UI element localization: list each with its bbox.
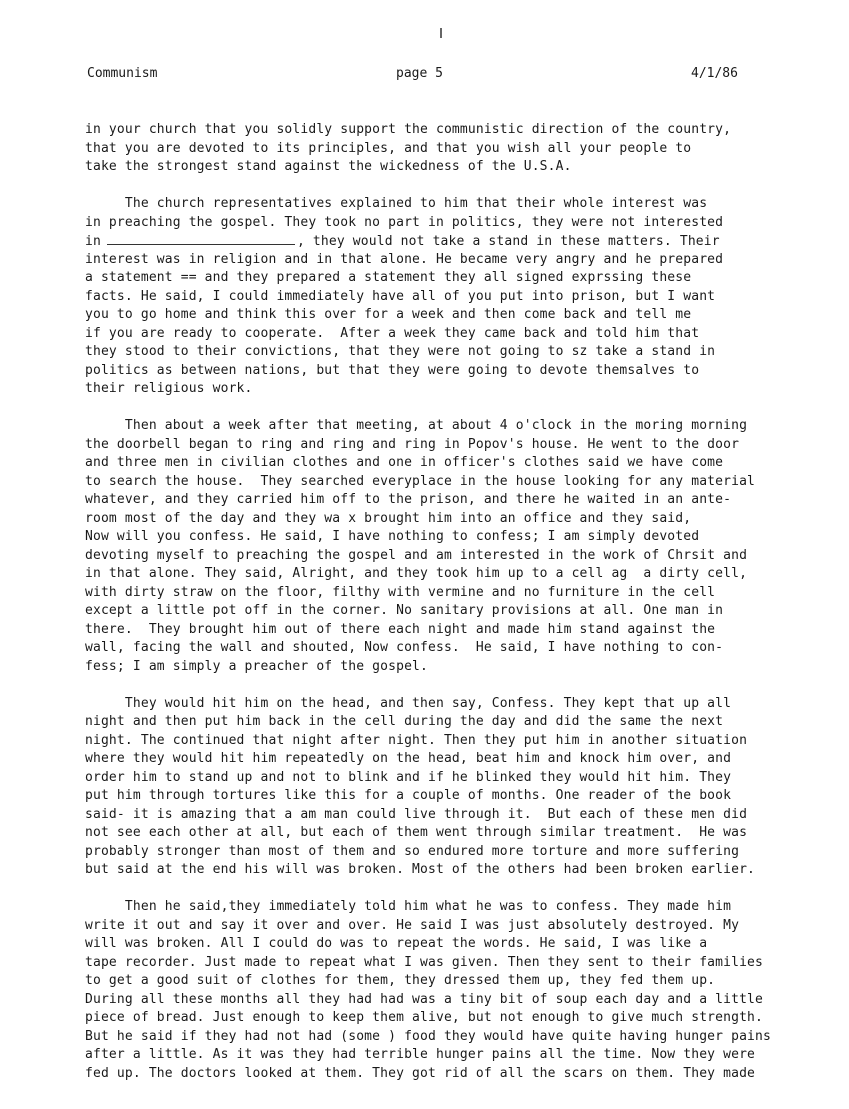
text-line: to search the house. They searched everyplace in the house looking for any material [85,473,756,489]
text-line: Then he said,they immediately told him what he was to confess. They made him [85,899,732,914]
text-line: They would hit him on the head, and then say, Confess. They kept that up all [85,695,732,711]
text-line: in that alone. They said, Alright, and they took him up to a cell ag a dirty cell, [85,566,748,581]
text-line: room most of the day and they wa x brought him into an office and they said, [85,510,692,526]
stray-ink-mark [440,28,442,38]
text-line: probably stronger than most of them and so endured more torture and more suffering [85,843,740,859]
text-line: Then about a week after that meeting, at about 4 o'clock in the moring morning [85,418,748,433]
text-line: said- it is amazing that a am man could live through it. But each of these men did [85,806,748,822]
text-line: but said at the end his will was broken. Most of the others had been broken earlier. [85,862,756,877]
text-line: tape recorder. Just made to repeat what I was given. Then they sent to their families [85,954,764,970]
text-line: the doorbell began to ring and ring and ring in Popov's house. He went to the door [85,436,740,452]
text-line: Now will you confess. He said, I have nothing to confess; I am simply devoted [85,529,700,544]
text-line: The church representatives explained to him that their whole interest was [85,196,708,211]
text-line: order him to stand up and not to blink and if he blinked they would hit him. They [85,769,732,785]
text-line: there. They brought him out of there each night and made him stand against the [85,621,716,637]
text-line: devoting myself to preaching the gospel and am interested in the work of Chrsit and [85,547,748,563]
text-line: that you are devoted to its principles, and that you wish all your people to [85,140,692,156]
text-line: piece of bread. Just enough to keep them alive, but not enough to give much strength. [85,1010,764,1025]
paragraph [85,417,825,676]
text-line: where they would hit him repeatedly on the head, beat him and knock him over, and [85,751,732,766]
text-line: put him through tortures like this for a couple of months. One reader of the book [85,788,732,803]
text-line: to get a good suit of clothes for them, they dressed them up, they fed them up. [85,973,716,988]
paragraph [85,195,825,399]
text-line: you to go home and think this over for a week and then come back and tell me [85,307,692,322]
text-line: in preaching the gospel. They took no part in politics, they were not interested [85,214,724,230]
header-title: Communism [87,66,158,81]
paragraph [85,695,825,880]
text-line: in your church that you solidly support the communistic direction of the country, [85,122,732,137]
header-date: 4/1/86 [691,66,738,81]
text-line: facts. He said, I could immediately have all of you put into prison, but I want [85,288,716,304]
fill-in-blank [107,232,295,245]
text-line: fed up. The doctors looked at them. They got rid of all the scars on them. They made [85,1065,756,1081]
text-line: interest was in religion and in that alone. He became very angry and he prepared [85,251,724,267]
text-line: night. The continued that night after night. Then they put him in another situation [85,732,748,748]
text-line: a statement == and they prepared a statement they all signed exprssing these [85,270,692,285]
text-line: whatever, and they carried him off to the prison, and there he waited in an ante- [85,492,732,507]
paragraph [85,121,825,177]
text-line: take the strongest stand against the wickedness of the U.S.A. [85,159,572,174]
text-line: But he said if they had not had (some ) food they would have quite having hunger pains [85,1028,771,1044]
text-line: with dirty straw on the floor, filthy with vermine and no furniture in the cell [85,584,716,600]
text-line-with-blank [85,232,825,251]
text-line: will was broken. All I could do was to repeat the words. He said, I was like a [85,936,708,951]
text-line: During all these months all they had had was a tiny bit of soup each day and a little [85,991,764,1007]
text-line: except a little pot off in the corner. No sanitary provisions at all. One man in [85,603,724,618]
text-line: night and then put him back in the cell during the day and did the same the next [85,714,724,729]
text-line: wall, facing the wall and shouted, Now confess. He said, I have nothing to con- [85,640,724,655]
page-header [87,66,777,84]
text-fragment: in [85,234,101,249]
text-line: and three men in civilian clothes and one in officer's clothes said we have come [85,455,724,470]
text-line: their religious work. [85,381,253,396]
text-line: write it out and say it over and over. He said I was just absolutely destroyed. My [85,917,740,933]
text-line: not see each other at all, but each of them went through similar treatment. He was [85,825,748,840]
document-body [85,121,825,1083]
header-page-number: page 5 [396,66,443,81]
text-line: politics as between nations, but that they were going to devote themsalves to [85,362,700,378]
paragraph [85,898,825,1083]
text-line: after a little. As it was they had terrible hunger pains all the time. Now they were [85,1047,756,1062]
text-fragment: , they would not take a stand in these matters. Their [296,234,720,249]
text-line: if you are ready to cooperate. After a week they came back and told him that [85,325,700,341]
text-line: they stood to their convictions, that they were not going to sz take a stand in [85,344,716,359]
text-line: fess; I am simply a preacher of the gospel. [85,658,428,674]
